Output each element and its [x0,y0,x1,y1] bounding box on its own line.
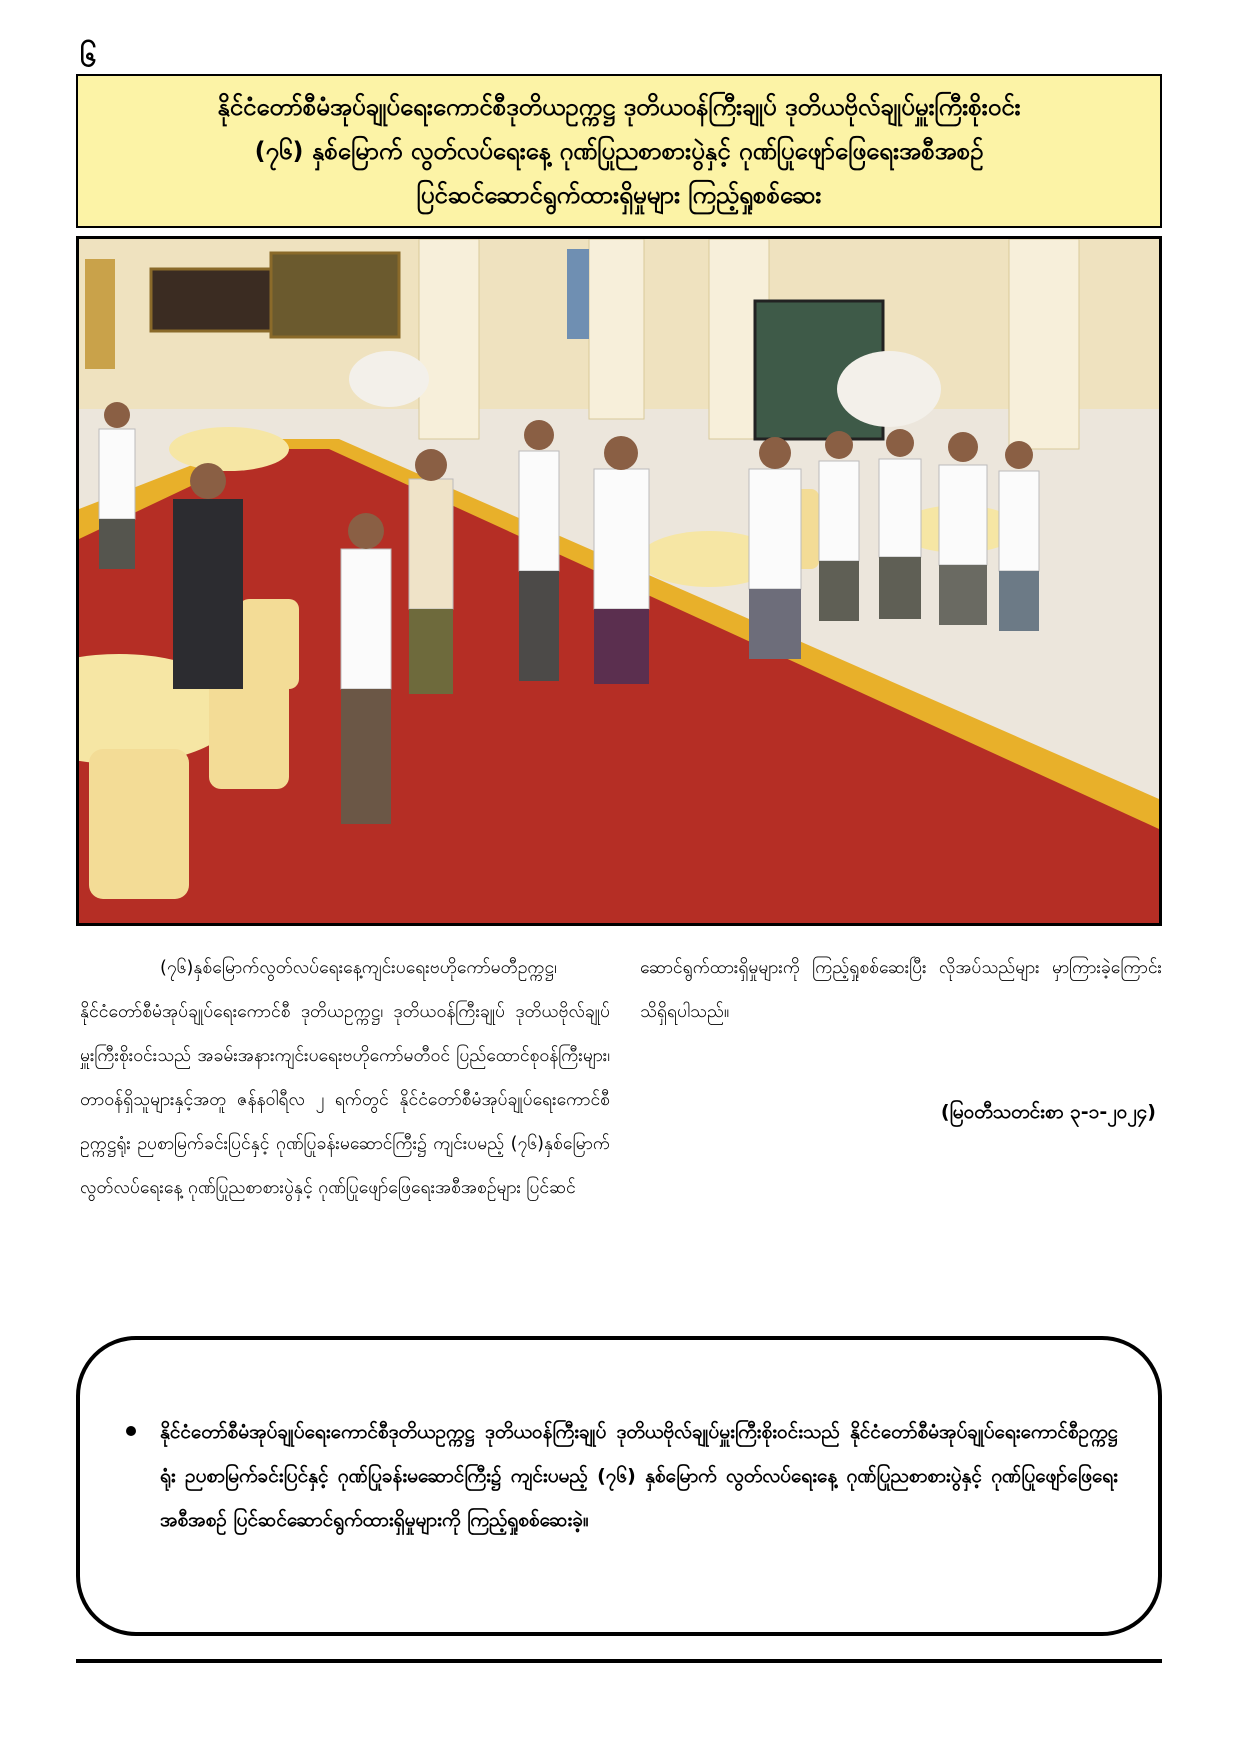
elephant-statue [349,351,429,407]
wall-painting [271,253,399,337]
headline-line-2: (၇၆) နှစ်မြောက် လွတ်လပ်ရေးနေ့ ဂုဏ်ပြုညစာစားပွဲနှင့် ဂုဏ်ပြုဖျော်ဖြေရေးအစီအစဉ် [254,137,984,165]
news-photo [76,236,1162,926]
headline-line-1: နိုင်ငံတော်စီမံအုပ်ချုပ်ရေးကောင်စီဒုတိယဥက္ကဋ္ဌ ဒုတိယဝန်ကြီးချုပ် ဒုတိယဗိုလ်ချုပ်မှူးကြီးစိုးဝင်း [217,93,1021,121]
article-left-column [80,946,610,1210]
article-paragraph-continued: ဆောင်ရွက်ထားရှိမှုများကို ကြည့်ရှုစစ်ဆေးပြီး လိုအပ်သည်များ မှာကြားခဲ့ကြောင်း သိရှိရပါသည်။ [640,958,1162,1022]
chair [239,599,299,689]
article-right-column [640,946,1162,1034]
bullet-icon [126,1426,136,1436]
wall-painting [151,269,271,331]
pillar [1009,239,1079,449]
chair [89,749,189,899]
page-number: ၆ [80,39,97,74]
summary-bullet-text: နိုင်ငံတော်စီမံအုပ်ချုပ်ရေးကောင်စီဒုတိယဥက္ကဋ္ဌ ဒုတိယဝန်ကြီးချုပ် ဒုတိယဗိုလ်ချုပ်မှူးကြီးစိုးဝင်းသည် နိုင်ငံတော်စီမံအုပ်ချုပ်ရေးကောင်စီဥက္ကဋ္ဌရုံး ဉပစာမြက်ခင်းပြင်နှင့် ဂုဏ်ပြုခန်းမဆောင်ကြီး၌ ကျင်းပမည့် (၇၆) နှစ်မြောက် လွတ်လပ်ရေးနေ့ ဂုဏ်ပြုညစာစားပွဲနှင့် ဂုဏ်ပြုဖျော်ဖြေရေးအစီအစဉ် ပြင်ဆင်ဆောင်ရွက်ထားရှိမှုများကို ကြည့်ရှုစစ်ဆေးခဲ့။ [160,1421,1118,1531]
summary-box [76,1336,1162,1636]
guardian-statue [85,259,115,369]
headline-line-3: ပြင်ဆင်ဆောင်ရွက်ထားရှိမှုများ ကြည့်ရှုစစ်ဆေး [416,181,822,209]
article-paragraph: (၇၆)နှစ်မြောက်လွတ်လပ်ရေးနေ့ကျင်းပရေးဗဟိုကော်မတီဥက္ကဋ္ဌ၊ နိုင်ငံတော်စီမံအုပ်ချုပ်ရေးကောင်စီ ဒုတိယဥက္ကဋ္ဌ၊ ဒုတိယဝန်ကြီးချုပ် ဒုတိယဗိုလ်ချုပ်မှူးကြီးစိုးဝင်းသည် အခမ်းအနားကျင်းပရေးဗဟိုကော်မတီဝင် ပြည်ထောင်စုဝန်ကြီးများ၊ တာဝန်ရှိသူများနှင့်အတူ ဇန်နဝါရီလ ၂ ရက်တွင် နိုင်ငံတော်စီမံအုပ်ချုပ်ရေးကောင်စီဥက္ကဋ္ဌရုံး ဉပစာမြက်ခင်းပြင်နှင့် ဂုဏ်ပြုခန်းမဆောင်ကြီး၌ ကျင်းပမည့် (၇၆)နှစ်မြောက် လွတ်လပ်ရေးနေ့ ဂုဏ်ပြုညစာစားပွဲနှင့် ဂုဏ်ပြုဖျော်ဖြေရေးအစီအစဉ်များ ပြင်ဆင် [80,958,610,1198]
article-source: (မြဝတီသတင်းစာ ၃-၁-၂၀၂၄) [940,1101,1156,1123]
window [567,249,589,339]
summary-bullet-item [120,1410,1118,1542]
pillar [419,239,479,439]
bottom-divider [76,1659,1162,1663]
pillar [589,239,644,419]
elephant-statue [837,351,941,427]
hall-inspection-illustration [79,239,1159,923]
headline-box [76,74,1162,228]
dining-table [169,427,289,471]
